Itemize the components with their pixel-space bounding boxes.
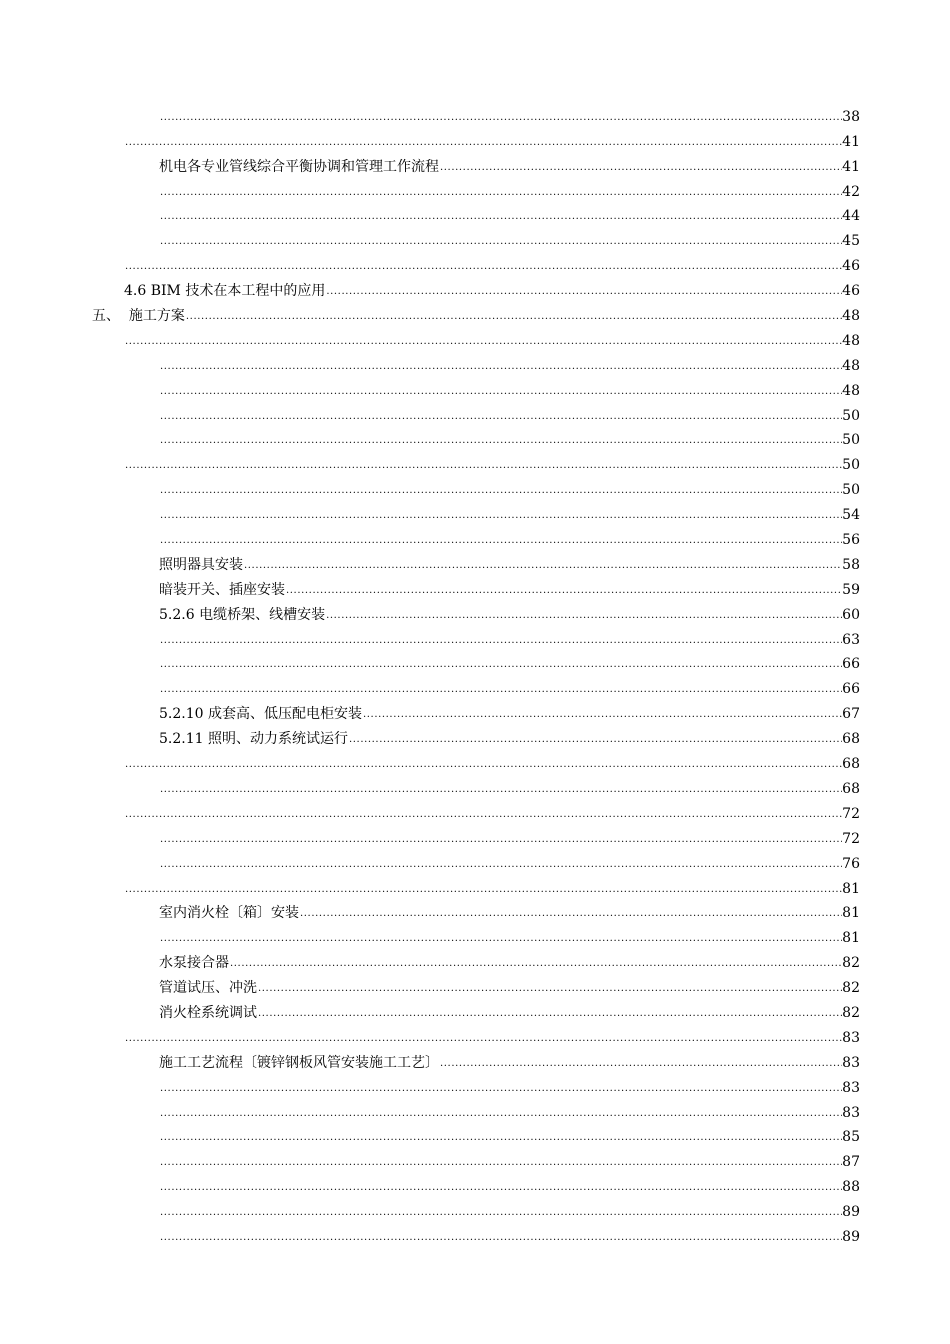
toc-entry[interactable] (0, 946, 950, 971)
toc-entry-page-number: 41 (842, 133, 860, 150)
dot-leader (159, 858, 842, 872)
toc-entry-page-number: 83 (842, 1054, 860, 1071)
dot-leader (124, 335, 842, 349)
toc-entry-page-number: 89 (842, 1228, 860, 1245)
toc-entry[interactable] (0, 200, 950, 225)
dot-leader (185, 310, 842, 324)
dot-leader (285, 584, 842, 598)
dot-leader (348, 733, 842, 747)
toc-entry-page-number: 81 (842, 880, 860, 897)
toc-entry[interactable] (0, 523, 950, 548)
dot-leader (159, 410, 842, 424)
toc-entry-page-number: 41 (842, 158, 860, 175)
dot-leader (124, 260, 842, 274)
toc-entry[interactable] (0, 598, 950, 623)
toc-entry[interactable] (0, 150, 950, 175)
toc-entry-title: 管道试压、冲洗 (159, 980, 257, 997)
toc-entry-page-number: 81 (842, 930, 860, 947)
toc-entry-page-number: 48 (842, 357, 860, 374)
dot-leader (159, 509, 842, 523)
toc-entry-page-number: 48 (842, 382, 860, 399)
toc-entry-page-number: 59 (842, 581, 860, 598)
dot-leader (325, 609, 842, 623)
toc-entry-page-number: 48 (842, 332, 860, 349)
dot-leader (124, 136, 842, 150)
toc-entry[interactable] (0, 648, 950, 673)
toc-entry-page-number: 88 (842, 1179, 860, 1196)
toc-entry-page-number: 82 (842, 980, 860, 997)
toc-entry-title: 机电各专业管线综合平衡协调和管理工作流程 (159, 158, 439, 175)
toc-entry-page-number: 66 (842, 656, 860, 673)
toc-entry[interactable] (0, 448, 950, 473)
toc-entry-page-number: 56 (842, 532, 860, 549)
toc-entry-title: 施工方案 (128, 308, 185, 325)
toc-entry[interactable] (0, 623, 950, 648)
toc-entry[interactable] (0, 772, 950, 797)
dot-leader (439, 161, 842, 175)
toc-entry-page-number: 44 (842, 208, 860, 225)
toc-entry-page-number: 60 (842, 606, 860, 623)
dot-leader (299, 907, 842, 921)
toc-entry[interactable] (0, 573, 950, 598)
dot-leader (325, 285, 842, 299)
toc-entry-page-number: 72 (842, 830, 860, 847)
toc-entry-title: 5.2.10 成套高、低压配电柜安装 (159, 706, 362, 723)
toc-entry-title: 水泵接合器 (159, 955, 229, 972)
toc-entry-number: 五、 (92, 308, 129, 325)
toc-entry[interactable] (0, 1195, 950, 1220)
toc-entry-page-number: 72 (842, 805, 860, 822)
toc-entry-page-number: 50 (842, 432, 860, 449)
toc-entry[interactable] (0, 921, 950, 946)
dot-leader (159, 683, 842, 697)
toc-entry-page-number: 82 (842, 955, 860, 972)
toc-entry-page-number: 68 (842, 731, 860, 748)
toc-entry[interactable] (0, 822, 950, 847)
toc-entry-page-number: 48 (842, 308, 860, 325)
toc-entry[interactable] (0, 175, 950, 200)
dot-leader (159, 1206, 842, 1220)
toc-entry-page-number: 83 (842, 1079, 860, 1096)
toc-entry[interactable] (0, 1021, 950, 1046)
toc-entry-page-number: 38 (842, 108, 860, 125)
dot-leader (159, 484, 842, 498)
toc-entry[interactable] (0, 224, 950, 249)
toc-entry[interactable] (0, 349, 950, 374)
toc-entry[interactable] (0, 847, 950, 872)
dot-leader (159, 434, 842, 448)
toc-entry-page-number: 67 (842, 706, 860, 723)
toc-entry[interactable] (0, 897, 950, 922)
dot-leader (159, 210, 842, 224)
dot-leader (124, 808, 842, 822)
toc-entry[interactable] (0, 996, 950, 1021)
toc-entry[interactable] (0, 399, 950, 424)
toc-entry[interactable] (0, 672, 950, 697)
dot-leader (159, 833, 842, 847)
toc-entry-title: 4.6 BIM 技术在本工程中的应用 (124, 283, 326, 300)
dot-leader (124, 758, 842, 772)
toc-entry-page-number: 68 (842, 780, 860, 797)
toc-entry-page-number: 89 (842, 1204, 860, 1221)
dot-leader (159, 783, 842, 797)
toc-entry-page-number: 58 (842, 556, 860, 573)
dot-leader (159, 385, 842, 399)
dot-leader (362, 708, 842, 722)
toc-entry[interactable] (0, 1220, 950, 1245)
dot-leader (159, 235, 842, 249)
toc-entry-title: 暗装开关、插座安装 (159, 581, 285, 598)
dot-leader (124, 459, 842, 473)
toc-entry-page-number: 50 (842, 457, 860, 474)
toc-entry-page-number: 45 (842, 233, 860, 250)
toc-entry[interactable] (0, 374, 950, 399)
dot-leader (159, 360, 842, 374)
toc-entry[interactable] (0, 747, 950, 772)
dot-leader (124, 883, 842, 897)
dot-leader (159, 1107, 842, 1121)
dot-leader (159, 1156, 842, 1170)
dot-leader (159, 1231, 842, 1245)
dot-leader (159, 186, 842, 200)
dot-leader (159, 658, 842, 672)
dot-leader (159, 1181, 842, 1195)
toc-entry[interactable] (0, 1046, 950, 1071)
toc-entry[interactable] (0, 722, 950, 747)
toc-entry[interactable] (0, 125, 950, 150)
toc-entry[interactable] (0, 249, 950, 274)
toc-entry[interactable] (0, 299, 950, 324)
toc-entry-page-number: 63 (842, 631, 860, 648)
toc-entry[interactable] (0, 473, 950, 498)
toc-entry[interactable] (0, 548, 950, 573)
toc-entry[interactable] (0, 697, 950, 722)
dot-leader (159, 1131, 842, 1145)
dot-leader (159, 634, 842, 648)
toc-entry[interactable] (0, 498, 950, 523)
toc-entry[interactable] (0, 971, 950, 996)
toc-entry-page-number: 82 (842, 1004, 860, 1021)
toc-entry-title: 5.2.11 照明、动力系统试运行 (159, 731, 348, 748)
toc-entry[interactable] (0, 1121, 950, 1146)
dot-leader (257, 1007, 842, 1021)
dot-leader (159, 1082, 842, 1096)
toc-entry-page-number: 42 (842, 183, 860, 200)
dot-leader (159, 111, 842, 125)
toc-entry-page-number: 68 (842, 756, 860, 773)
toc-entry-page-number: 66 (842, 681, 860, 698)
toc-entry-page-number: 83 (842, 1029, 860, 1046)
toc-entry-title: 照明器具安装 (159, 556, 243, 573)
toc-entry-title: 室内消火栓〔箱〕安装 (159, 905, 299, 922)
dot-leader (124, 1032, 842, 1046)
toc-entry[interactable] (0, 424, 950, 449)
dot-leader (229, 957, 842, 971)
dot-leader (159, 534, 842, 548)
toc-entry-page-number: 83 (842, 1104, 860, 1121)
toc-entry-page-number: 46 (842, 283, 860, 300)
toc-entry[interactable] (0, 100, 950, 125)
dot-leader (439, 1057, 842, 1071)
toc-entry-page-number: 54 (842, 507, 860, 524)
toc-entry[interactable] (0, 797, 950, 822)
toc-entry-page-number: 50 (842, 407, 860, 424)
dot-leader (257, 982, 842, 996)
toc-entry[interactable] (0, 1145, 950, 1170)
dot-leader (159, 932, 842, 946)
toc-entry-page-number: 85 (842, 1129, 860, 1146)
table-of-contents (0, 100, 950, 1245)
toc-entry[interactable] (0, 1071, 950, 1096)
toc-entry-page-number: 81 (842, 905, 860, 922)
toc-entry-title: 消火栓系统调试 (159, 1004, 257, 1021)
toc-entry[interactable] (0, 872, 950, 897)
toc-entry[interactable] (0, 1096, 950, 1121)
dot-leader (243, 559, 842, 573)
toc-entry-title: 5.2.6 电缆桥架、线槽安装 (159, 606, 326, 623)
toc-entry[interactable] (0, 1170, 950, 1195)
toc-entry[interactable] (0, 274, 950, 299)
toc-entry-page-number: 50 (842, 482, 860, 499)
toc-entry[interactable] (0, 324, 950, 349)
toc-entry-page-number: 76 (842, 855, 860, 872)
toc-entry-page-number: 87 (842, 1154, 860, 1171)
toc-entry-page-number: 46 (842, 258, 860, 275)
toc-entry-title: 施工工艺流程〔镀锌钢板风管安装施工工艺〕 (159, 1054, 439, 1071)
